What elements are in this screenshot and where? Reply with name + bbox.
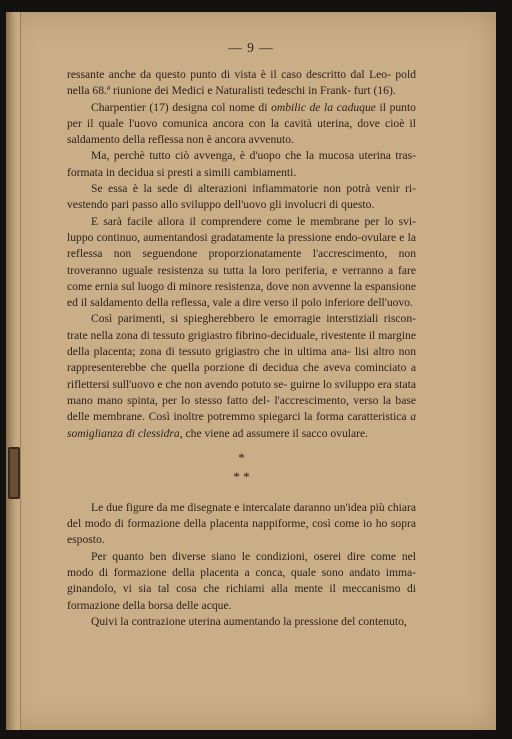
- paragraph-contrazione: Quivi la contrazione uterina aumentando la pressione del contenuto,: [91, 614, 407, 628]
- paragraph-membrane: E sarà facile allora il comprendere come le membrane per lo svi- luppo continuo, aumentandosi gradatamente la pressione endo-ovulare e la reflessa non seguendone proporzionatamente l'accrescimento, non troveranno uguale resistenza su tutta la loro periferia, e verranno a fare come ernia sul luogo di minore resistenza, dove non avvenne la espansione ed il saldamento della reflessa, vale a dire verso il polo inferiore dell'uovo.: [67, 214, 416, 310]
- paragraph-emorragie: Così parimenti, si spiegherebbero le emorragie interstiziali riscon- trate nella zona di tessuto grigiastro fibrino-deciduale, rivestente il margine della placenta; zona di tessuto grigiastro che in ultima ana- lisi altro non rappresenterebbe che quella porzione di decidua che aveva cominciato a riflettersi sull'uovo e che non avendo potuto se- guirne lo sviluppo era stata mano mano spinta, per lo stesso fatto del- l'accrescimento, verso la base delle membrane. Così inoltre potremmo spiegarci la forma caratteristica a somiglianza di clessidra, che viene ad assumere il sacco ovulare.: [67, 312, 417, 440]
- paragraph-figure: Le due figure da me disegnate e intercalate daranno un'idea più chiara del modo di formazione della placenta nappiforme, così come io ho sopra esposto.: [67, 500, 416, 547]
- page-number: — 9 —: [228, 40, 274, 55]
- document-page: [6, 12, 496, 730]
- section-asterism: * * *: [233, 449, 250, 484]
- paragraph-mucosa: Ma, perchè tutto ciò avvenga, è d'uopo che la mucosa uterina tras- formata in decidua si presti a simili cambiamenti.: [67, 149, 416, 179]
- paragraph-conca: Per quanto ben diverse siano le condizioni, oserei dire come nel modo di formazione della placenta a conca, quale sono andato imma- ginandolo, vi sia tal cosa che richiami alla mente il meccanismo di formazione della borsa delle acque.: [67, 549, 416, 612]
- paragraph-alterazioni: Se essa è la sede di alterazioni infiammatorie non potrà venir ri- vestendo pari passo allo sviluppo dell'uovo gli involucri di questo.: [67, 182, 416, 212]
- paragraph-continuation: ressante anche da questo punto di vista è il caso descritto dal Leo- pold nella 68.ª riunione dei Medici e Naturalisti tedeschi in Frank- furt (16).: [67, 68, 416, 98]
- page-fold-line: [20, 12, 21, 730]
- binding-staple: [8, 447, 20, 499]
- body-text: [67, 67, 416, 630]
- page-binding-edge: [6, 12, 20, 730]
- paragraph-charpentier: Charpentier (17) designa col nome di ombilic de la caduque il punto per il quale l'uovo comunica ancora con la cavità uterina, dove cioè il saldamento della reflessa non è ancora avvenuto.: [67, 100, 416, 147]
